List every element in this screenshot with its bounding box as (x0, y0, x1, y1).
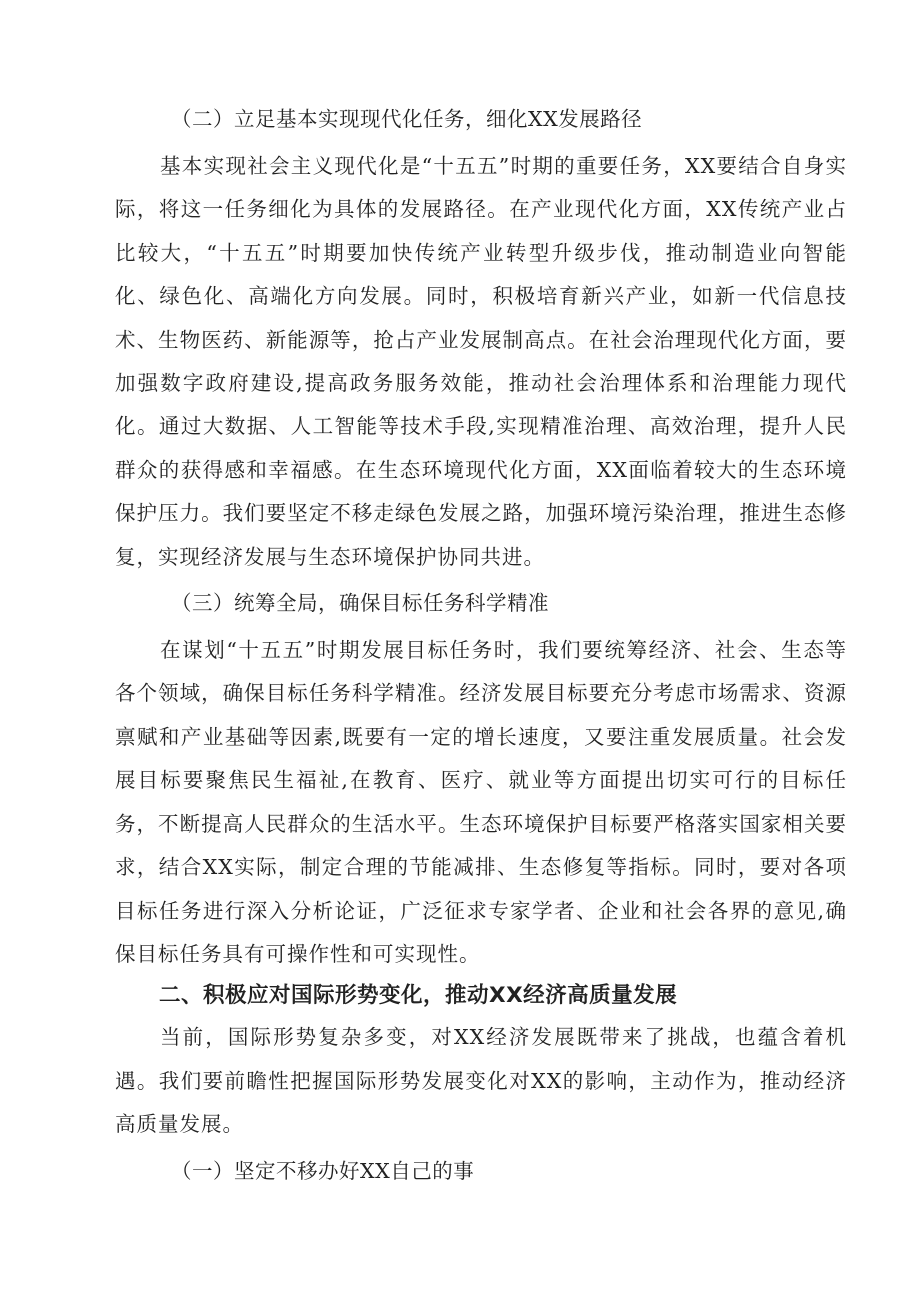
document-body (115, 101, 847, 1189)
sub-heading-2: （二）立足基本实现现代化任务，细化XX发展路径 (171, 107, 643, 131)
sub-heading-3: （三）统筹全局，确保目标任务科学精准 (171, 591, 549, 616)
section-title-2: 二、积极应对国际形势变化，推动XX经济高质量发展 (159, 983, 678, 1009)
sub-heading-4: （一）坚定不移办好XX自己的事 (171, 1158, 475, 1183)
paragraph-overall-planning: 在谋划“十五五”时期发展目标任务时，我们要统筹经济、社会、生态等各个领域，确保目标任务科学精准。经济发展目标要充分考虑市场需求、资源禀赋和产业基础等因素,既要有一定的增长速度，又要注重发展质量。社会发展目标要聚焦民生福祉,在教育、医疗、就业等方面提出切实可行的目标任务，不断提高人民群众的生活水平。生态环境保护目标要严格落实国家相关要求，结合XX实际，制定合理的节能减排、生态修复等指标。同时，要对各项目标任务进行深入分析论证，广泛征求专家学者、企业和社会各界的意见,确保目标任务具有可操作性和可实现性。 (115, 638, 847, 966)
paragraph-development-path: 基本实现社会主义现代化是“十五五”时期的重要任务，XX要结合自身实际，将这一任务细化为具体的发展路径。在产业现代化方面，XX传统产业占比较大，“十五五”时期要加快传统产业转型升级步伐，推动制造业向智能化、绿色化、高端化方向发展。同时，积极培育新兴产业，如新一代信息技术、生物医药、新能源等，抢占产业发展制高点。在社会治理现代化方面，要加强数字政府建设,提高政务服务效能，推动社会治理体系和治理能力现代化。通过大数据、人工智能等技术手段,实现精准治理、高效治理，提升人民群众的获得感和幸福感。在生态环境现代化方面，XX面临着较大的生态环境保护压力。我们要坚定不移走绿色发展之路，加强环境污染治理，推进生态修复，实现经济发展与生态环境保护协同共进。 (115, 154, 847, 569)
paragraph-international-situation: 当前，国际形势复杂多变，对XX经济发展既带来了挑战，也蕴含着机遇。我们要前瞻性把握国际形势发展变化对XX的影响，主动作为，推动经济高质量发展。 (115, 1025, 847, 1137)
